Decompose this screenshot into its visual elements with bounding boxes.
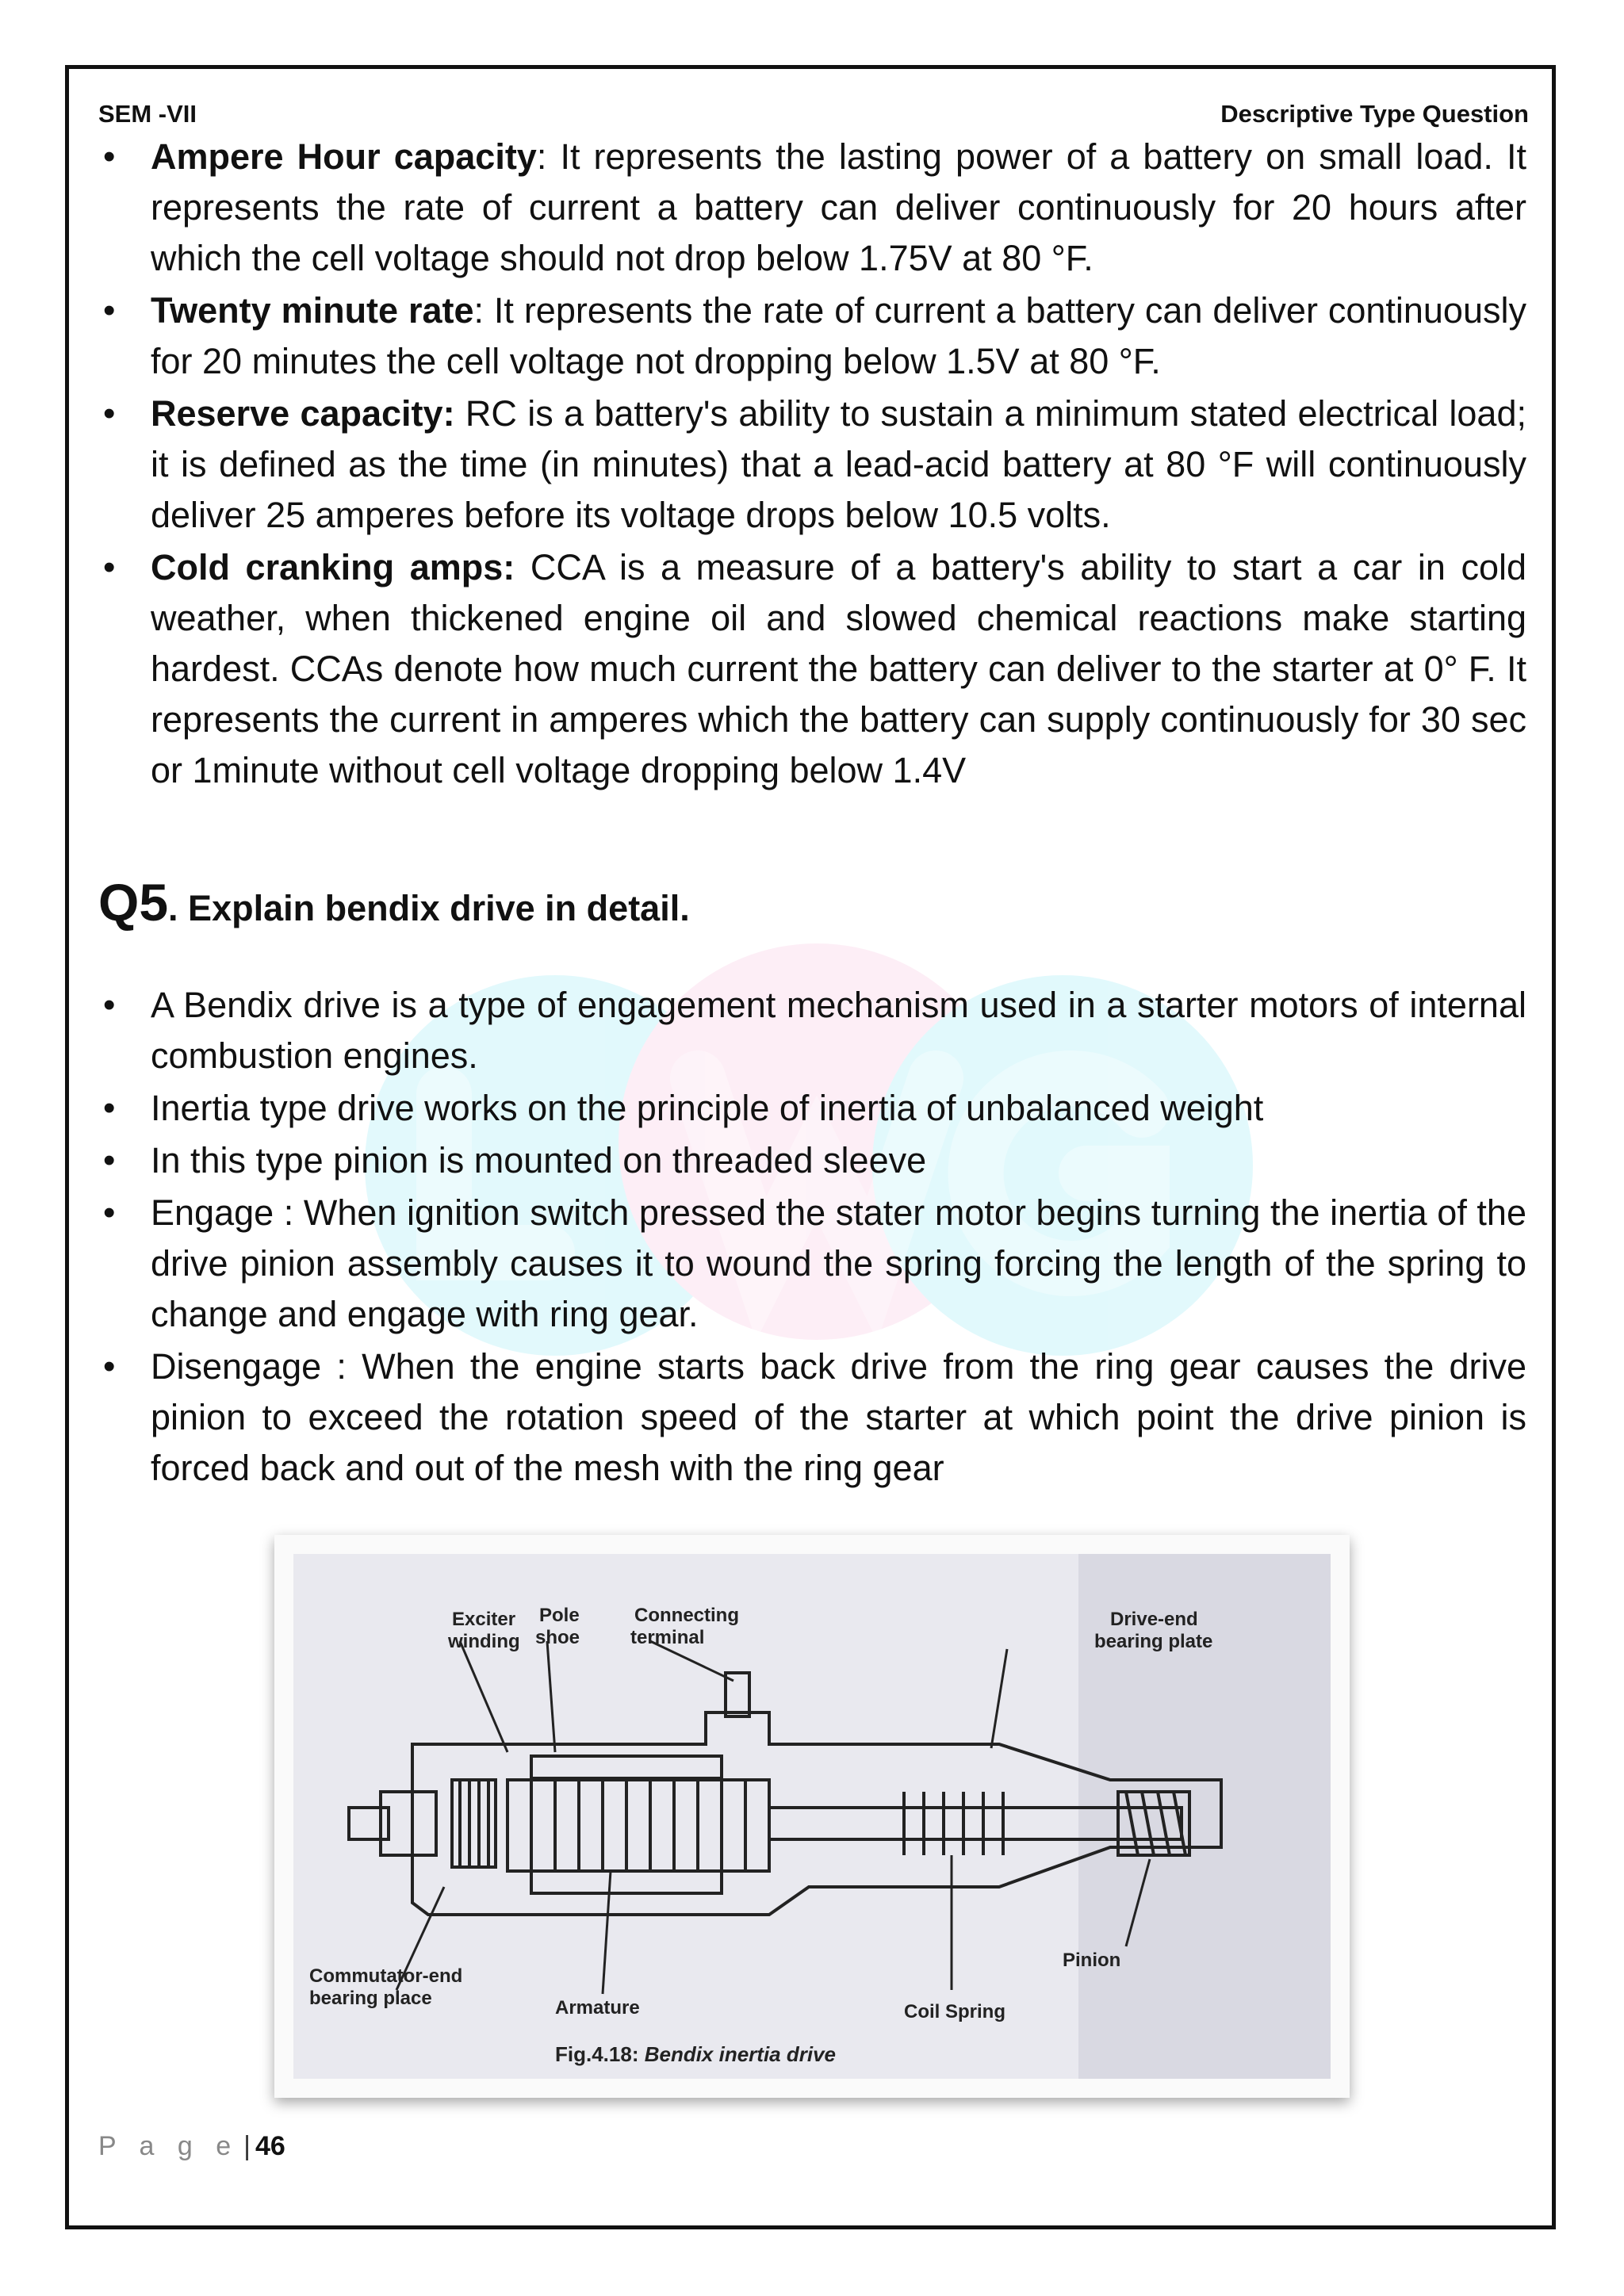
list-item: [151, 285, 1526, 387]
page-number: 46: [255, 2131, 285, 2161]
list-item: [151, 132, 1526, 284]
battery-rating-list: [151, 132, 1526, 798]
term-cold-cranking: Cold cranking amps:: [151, 547, 515, 587]
question-number: Q5: [98, 873, 169, 932]
bendix-drive-figure: [274, 1535, 1350, 2098]
label-pinion: Pinion: [1063, 1950, 1121, 1971]
term-ampere-hour: Ampere Hour capacity: [151, 136, 537, 177]
label-pole-shoe: Pole shoe: [535, 1605, 580, 1648]
starter-motor-diagram: [293, 1554, 1331, 2079]
bendix-drive-list: [151, 980, 1526, 1495]
question-heading: [98, 872, 690, 932]
figure-caption: Fig.4.18: Bendix inertia drive: [555, 2042, 837, 2066]
term-separator: :: [473, 290, 485, 331]
term-twenty-minute: Twenty minute rate: [151, 290, 474, 331]
list-item: • In this type pinion is mounted on threaded sleeve: [151, 1135, 1526, 1186]
term-description: It represents the lasting power of a battery on small load. It represents the rate of current a battery can deliver continuously for 20 hours after which the cell voltage should not drop below 1.75V at 80 °F.: [151, 136, 1526, 278]
label-armature: Armature: [555, 1997, 640, 2019]
label-commutator: Commutator-end bearing place: [309, 1965, 463, 2009]
term-description: It represents the rate of current a battery can deliver continuously for 20 minutes the cell voltage not dropping below 1.5V at 80 °F.: [151, 290, 1526, 381]
term-description: RC is a battery's ability to sustain a minimum stated electrical load; it is defined as the time (in minutes) that a lead-acid battery at 80 °F will continuously deliver 25 amperes before its voltage drops below 10.5 volts.: [151, 393, 1526, 535]
term-separator: :: [536, 136, 547, 177]
label-coil-spring: Coil Spring: [904, 2001, 1005, 2022]
list-item: [151, 388, 1526, 541]
list-item: • A Bendix drive is a type of engagement mechanism used in a starter motors of internal combustion engines.: [151, 980, 1526, 1081]
page-separator: |: [243, 2131, 251, 2161]
page-footer: [98, 2131, 285, 2162]
list-item: • Disengage : When the engine starts back drive from the ring gear causes the drive pinion to exceed the rotation speed of the starter at which point the drive pinion is forced back and out of the mesh with the ring gear: [151, 1341, 1526, 1494]
page-word: P a g e: [98, 2131, 239, 2161]
question-text: . Explain bendix drive in detail.: [168, 888, 690, 928]
list-item: [151, 542, 1526, 796]
list-item: • Inertia type drive works on the principle of inertia of unbalanced weight: [151, 1083, 1526, 1134]
semester-label: SEM -VII: [98, 100, 197, 128]
label-exciter: Exciter winding: [448, 1609, 520, 1652]
section-type-label: Descriptive Type Question: [1220, 100, 1529, 128]
term-reserve-capacity: Reserve capacity:: [151, 393, 455, 434]
list-item: • Engage : When ignition switch pressed the stater motor begins turning the inertia of the drive pinion assembly causes it to wound the spring forcing the length of the spring to change and engage with ring gear.: [151, 1188, 1526, 1340]
term-description: CCA is a measure of a battery's ability to start a car in cold weather, when thickened engine oil and slowed chemical reactions make starting hardest. CCAs denote how much current the battery can deliver to the starter at 0° F. It represents the current in amperes which the battery can supply continuously for 30 sec or 1minute without cell voltage dropping below 1.4V: [151, 547, 1527, 790]
label-terminal: Connecting terminal: [630, 1605, 739, 1648]
label-drive-end: Drive-end bearing plate: [1094, 1609, 1213, 1652]
